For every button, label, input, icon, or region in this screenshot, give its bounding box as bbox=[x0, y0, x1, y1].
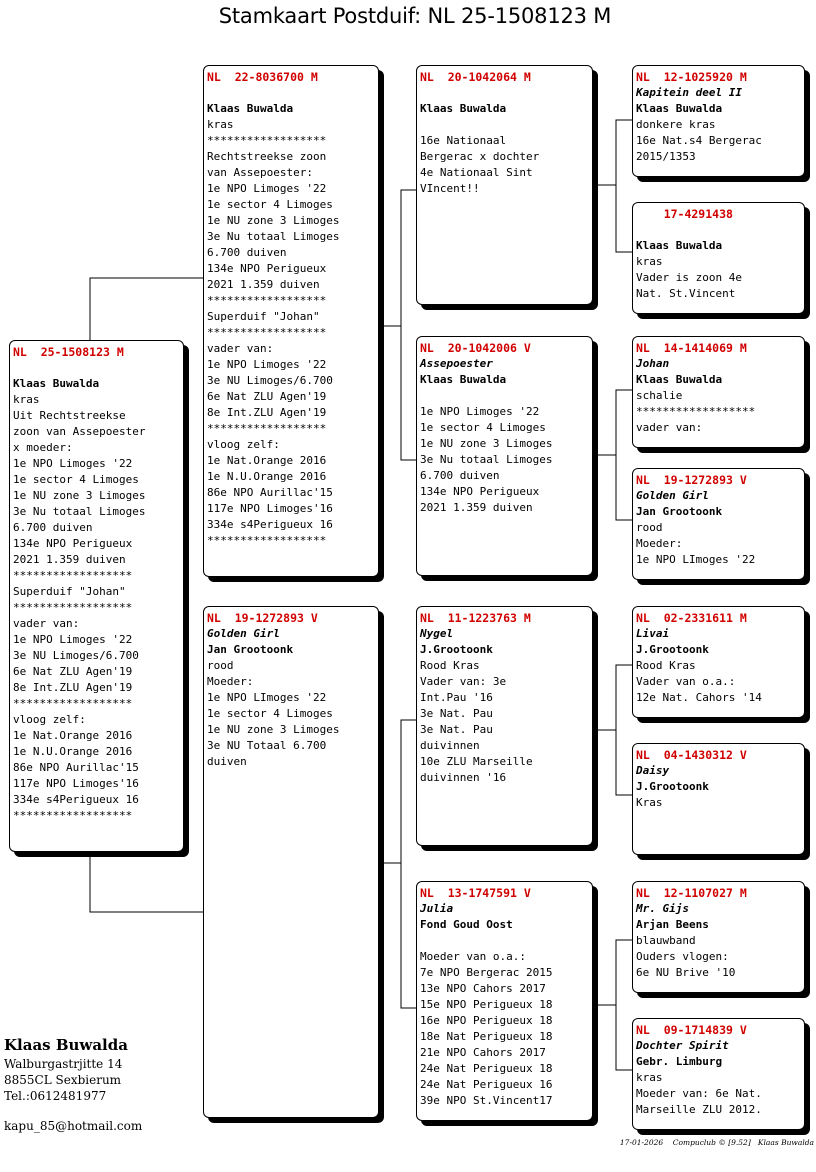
pigeon-info-line: 134e NPO Perigueux bbox=[13, 537, 133, 550]
pigeon-info-line: x moeder: bbox=[13, 441, 73, 454]
pigeon-card-mmf bbox=[632, 881, 805, 993]
pigeon-owner: J.Grootoonk bbox=[420, 643, 493, 656]
pigeon-info-line: ****************** bbox=[636, 405, 756, 418]
pigeon-info-line: 86e NPO Aurillac'15 bbox=[13, 761, 139, 774]
pigeon-info-line: 1e NPO Limoges '22 bbox=[420, 405, 540, 418]
pigeon-owner: Klaas Buwalda bbox=[420, 102, 507, 115]
pigeon-card-fff bbox=[632, 65, 805, 177]
pigeon-card-fmm bbox=[632, 468, 805, 580]
pigeon-info-line: 18e Nat Perigueux 18 bbox=[420, 1030, 553, 1043]
pigeon-card-ffm bbox=[632, 202, 805, 314]
pigeon-owner: J.Grootoonk bbox=[636, 780, 709, 793]
pigeon-info-line: ****************** bbox=[13, 809, 133, 822]
pigeon-info-line: Bergerac x dochter bbox=[420, 150, 540, 163]
pigeon-info-line: 1e NPO Limoges '22 bbox=[13, 457, 133, 470]
pigeon-info-line: ****************** bbox=[13, 697, 133, 710]
pigeon-info-line: 6.700 duiven bbox=[207, 246, 287, 259]
ring-number: NL 11-1223763 M bbox=[420, 611, 531, 625]
pigeon-info-line: 16e Nat.s4 Bergerac bbox=[636, 134, 762, 147]
pigeon-info-line: ****************** bbox=[207, 326, 327, 339]
ring-number: NL 14-1414069 M bbox=[636, 341, 747, 355]
pigeon-card-mff bbox=[632, 606, 805, 718]
pigeon-owner: Fond Goud Oost bbox=[420, 918, 513, 931]
pigeon-info-line: 1e sector 4 Limoges bbox=[420, 421, 546, 434]
pigeon-info-line: Vader van o.a.: bbox=[636, 675, 736, 688]
pigeon-info-line: donkere kras bbox=[636, 118, 716, 131]
pigeon-info-line: 134e NPO Perigueux bbox=[207, 262, 327, 275]
spacer bbox=[13, 360, 183, 376]
pigeon-owner: Klaas Buwalda bbox=[636, 239, 723, 252]
pigeon-info-line: van Assepoester: bbox=[207, 166, 313, 179]
pigeon-info-line: VIncent!! bbox=[420, 182, 480, 195]
pigeon-info-line: 86e NPO Aurillac'15 bbox=[207, 486, 333, 499]
pigeon-info-line: 24e Nat Perigueux 16 bbox=[420, 1078, 553, 1091]
breeder-email: kapu_85@hotmail.com bbox=[4, 1119, 143, 1133]
pigeon-info-line: 334e s4Perigueux 16 bbox=[13, 793, 139, 806]
pigeon-card-mm bbox=[416, 881, 593, 1121]
pigeon-name: Golden Girl bbox=[636, 489, 709, 502]
pigeon-info-line: duivinnen '16 bbox=[420, 771, 507, 784]
pigeon-info-line: 1e NU zone 3 Limoges bbox=[13, 489, 146, 502]
pigeon-info-line bbox=[420, 117, 592, 133]
pigeon-info-line: 1e NPO LImoges '22 bbox=[207, 691, 327, 704]
pigeon-info-line: Moeder: bbox=[636, 537, 683, 550]
ring-number: NL 19-1272893 V bbox=[636, 473, 747, 487]
pigeon-owner: J.Grootoonk bbox=[636, 643, 709, 656]
pigeon-owner: Gebr. Limburg bbox=[636, 1055, 723, 1068]
pigeon-info-line: 10e ZLU Marseille bbox=[420, 755, 533, 768]
pigeon-info-line: duiven bbox=[207, 755, 247, 768]
pigeon-info-line: 6.700 duiven bbox=[13, 521, 93, 534]
pigeon-name: Daisy bbox=[636, 764, 670, 777]
pigeon-info-line: 8e Int.ZLU Agen'19 bbox=[13, 681, 133, 694]
pigeon-owner: Klaas Buwalda bbox=[636, 373, 723, 386]
pigeon-name: Assepoester bbox=[420, 357, 493, 370]
ring-number: 17-4291438 bbox=[636, 207, 733, 221]
pigeon-info-line: Marseille ZLU 2012. bbox=[636, 1103, 762, 1116]
connector-subject-father bbox=[90, 278, 204, 340]
connector-father-grandparents bbox=[401, 190, 417, 460]
pigeon-info-line: 6.700 duiven bbox=[420, 469, 500, 482]
connector-mm-parents bbox=[616, 940, 633, 1070]
pigeon-info-line: 7e NPO Bergerac 2015 bbox=[420, 966, 553, 979]
pigeon-card-ff bbox=[416, 65, 593, 305]
pigeon-info-line: 15e NPO Perigueux 18 bbox=[420, 998, 553, 1011]
pigeon-info-line: rood bbox=[636, 521, 663, 534]
pigeon-info-line: 1e Nat.Orange 2016 bbox=[13, 729, 133, 742]
pigeon-info-line: Superduif "Johan" bbox=[207, 310, 320, 323]
connector-ff-parents bbox=[616, 120, 633, 252]
pigeon-card-mf bbox=[416, 606, 593, 846]
pigeon-info-line: ****************** bbox=[13, 601, 133, 614]
pigeon-info-line: zoon van Assepoester bbox=[13, 425, 146, 438]
pigeon-info-line: 1e sector 4 Limoges bbox=[13, 473, 139, 486]
pigeon-info-line: 3e Nat. Pau bbox=[420, 723, 493, 736]
connector-fm-parents bbox=[616, 390, 633, 520]
pigeon-info-line: 3e Nu totaal Limoges bbox=[420, 453, 553, 466]
pigeon-info-line: ****************** bbox=[207, 294, 327, 307]
pigeon-owner: Arjan Beens bbox=[636, 918, 709, 931]
pigeon-info-line: Rood Kras bbox=[420, 659, 480, 672]
pigeon-card-mother bbox=[203, 606, 379, 1118]
pigeon-info-line: 21e NPO Cahors 2017 bbox=[420, 1046, 546, 1059]
pigeon-info-line: 16e Nationaal bbox=[420, 134, 507, 147]
pigeon-info-line: 16e NPO Perigueux 18 bbox=[420, 1014, 553, 1027]
pigeon-info-line: 1e NU zone 3 Limoges bbox=[207, 214, 340, 227]
pigeon-info-line: Nat. St.Vincent bbox=[636, 287, 736, 300]
breeder-phone: Tel.:0612481977 bbox=[4, 1089, 107, 1103]
pigeon-info-line: Vader is zoon 4e bbox=[636, 271, 742, 284]
pigeon-info-line: Ouders vlogen: bbox=[636, 950, 729, 963]
ring-number: NL 04-1430312 V bbox=[636, 748, 747, 762]
pigeon-info-line: 134e NPO Perigueux bbox=[420, 485, 540, 498]
pigeon-info-line: 3e Nu totaal Limoges bbox=[207, 230, 340, 243]
footer-stamp bbox=[620, 1138, 814, 1147]
pigeon-info-line: kras bbox=[636, 255, 663, 268]
connector-subject-mother bbox=[90, 852, 204, 912]
pigeon-info-line: 2021 1.359 duiven bbox=[13, 553, 126, 566]
ring-number: NL 09-1714839 V bbox=[636, 1023, 747, 1037]
pigeon-info-line: 1e sector 4 Limoges bbox=[207, 198, 333, 211]
footer-date: 17-01-2026 bbox=[619, 1138, 664, 1147]
pigeon-info-line: 8e Int.ZLU Agen'19 bbox=[207, 406, 327, 419]
pigeon-owner: Klaas Buwalda bbox=[13, 377, 100, 390]
connector-mf-parents bbox=[616, 665, 633, 795]
pigeon-owner: Klaas Buwalda bbox=[420, 373, 507, 386]
pigeon-name: Golden Girl bbox=[207, 627, 280, 640]
pigeon-card-father bbox=[203, 65, 379, 577]
pigeon-info-line: vloog zelf: bbox=[13, 713, 86, 726]
pigeon-card-fmf bbox=[632, 336, 805, 448]
pigeon-info-line: kras bbox=[13, 393, 40, 406]
pigeon-name: Mr. Gijs bbox=[636, 902, 689, 915]
pigeon-info-line bbox=[420, 388, 592, 404]
pigeon-info-line: 12e Nat. Cahors '14 bbox=[636, 691, 762, 704]
pigeon-info-line: 3e Nat. Pau bbox=[420, 707, 493, 720]
pigeon-owner: Jan Grootoonk bbox=[207, 643, 294, 656]
ring-number: NL 20-1042064 M bbox=[420, 70, 531, 84]
pigeon-card-mfm bbox=[632, 743, 805, 855]
pigeon-info-line: 24e Nat Perigueux 18 bbox=[420, 1062, 553, 1075]
pigeon-info-line: 1e NPO Limoges '22 bbox=[207, 358, 327, 371]
pigeon-info-line: 6e Nat ZLU Agen'19 bbox=[13, 665, 133, 678]
footer-user: Klaas Buwalda bbox=[757, 1138, 814, 1147]
pigeon-name: Johan bbox=[636, 357, 670, 370]
pigeon-card-mmm bbox=[632, 1018, 805, 1130]
ring-number: NL 19-1272893 V bbox=[207, 611, 318, 625]
pigeon-info-line: 1e NPO Limoges '22 bbox=[13, 633, 133, 646]
ring-number: NL 12-1107027 M bbox=[636, 886, 747, 900]
pigeon-info-line: 117e NPO Limoges'16 bbox=[13, 777, 139, 790]
pigeon-info-line: Vader van: 3e bbox=[420, 675, 507, 688]
ring-number: NL 22-8036700 M bbox=[207, 70, 318, 84]
pigeon-info-line: ****************** bbox=[13, 569, 133, 582]
pigeon-info-line: 3e NU Limoges/6.700 bbox=[207, 374, 333, 387]
ring-number: NL 12-1025920 M bbox=[636, 70, 747, 84]
pigeon-info-line: ****************** bbox=[207, 534, 327, 547]
ring-number: NL 25-1508123 M bbox=[13, 345, 124, 359]
pigeon-info-line: 39e NPO St.Vincent17 bbox=[420, 1094, 553, 1107]
pigeon-info-line: schalie bbox=[636, 389, 683, 402]
pigeon-info-line: vader van: bbox=[207, 342, 274, 355]
pigeon-info-line: Int.Pau '16 bbox=[420, 691, 493, 704]
pigeon-info-line: Superduif "Johan" bbox=[13, 585, 126, 598]
ring-number: NL 02-2331611 M bbox=[636, 611, 747, 625]
pigeon-name: Julia bbox=[420, 902, 454, 915]
pigeon-info-line: 2021 1.359 duiven bbox=[420, 501, 533, 514]
pigeon-info-line: 1e N.U.Orange 2016 bbox=[13, 745, 133, 758]
pigeon-owner: Klaas Buwalda bbox=[636, 102, 723, 115]
breeder-street: Walburgastrjitte 14 bbox=[4, 1057, 123, 1071]
pigeon-info-line: Moeder van: 6e Nat. bbox=[636, 1087, 762, 1100]
breeder-city: 8855CL Sexbierum bbox=[4, 1073, 122, 1087]
pigeon-info-line: 2021 1.359 duiven bbox=[207, 278, 320, 291]
pigeon-name: Nygel bbox=[420, 627, 454, 640]
pigeon-info-line: duivinnen bbox=[420, 739, 480, 752]
pigeon-card-fm bbox=[416, 336, 593, 576]
pigeon-info-line: vader van: bbox=[13, 617, 80, 630]
pigeon-info-line: kras bbox=[636, 1071, 663, 1084]
breeder-name: Klaas Buwalda bbox=[4, 1036, 128, 1054]
pigeon-info-line: ****************** bbox=[207, 422, 327, 435]
pigeon-info-line: 6e Nat ZLU Agen'19 bbox=[207, 390, 327, 403]
pigeon-info-line: ****************** bbox=[207, 134, 327, 147]
pigeon-info-line: 13e NPO Cahors 2017 bbox=[420, 982, 546, 995]
ring-number: NL 13-1747591 V bbox=[420, 886, 531, 900]
pigeon-info-line: Moeder van o.a.: bbox=[420, 950, 526, 963]
pigeon-info-line: 3e NU Totaal 6.700 bbox=[207, 739, 327, 752]
pigeon-info-line: rood bbox=[207, 659, 234, 672]
pigeon-info-line: 2015/1353 bbox=[636, 150, 696, 163]
pigeon-info-line: Rechtstreekse zoon bbox=[207, 150, 327, 163]
pigeon-info-line: 1e NU zone 3 Limoges bbox=[420, 437, 553, 450]
pigeon-info-line: blauwband bbox=[636, 934, 696, 947]
pigeon-name: Livai bbox=[636, 627, 670, 640]
pigeon-info-line: Moeder: bbox=[207, 675, 254, 688]
spacer bbox=[636, 222, 804, 238]
pigeon-info-line: 1e NPO Limoges '22 bbox=[207, 182, 327, 195]
pigeon-info-line: 6e NU Brive '10 bbox=[636, 966, 736, 979]
pigeon-info-line: 1e NPO LImoges '22 bbox=[636, 553, 756, 566]
pigeon-info-line: 1e Nat.Orange 2016 bbox=[207, 454, 327, 467]
pigeon-info-line: vader van: bbox=[636, 421, 703, 434]
pigeon-info-line: Uit Rechtstreekse bbox=[13, 409, 126, 422]
pigeon-info-line: Kras bbox=[636, 796, 663, 809]
pigeon-card-subject bbox=[9, 340, 184, 852]
pigeon-info-line: 3e Nu totaal Limoges bbox=[13, 505, 146, 518]
pigeon-owner: Jan Grootoonk bbox=[636, 505, 723, 518]
pigeon-info-line: Rood Kras bbox=[636, 659, 696, 672]
pigeon-info-line: vloog zelf: bbox=[207, 438, 280, 451]
pigeon-info-line: 1e sector 4 Limoges bbox=[207, 707, 333, 720]
pigeon-info-line: 117e NPO Limoges'16 bbox=[207, 502, 333, 515]
pigeon-name: Dochter Spirit bbox=[636, 1039, 729, 1052]
pigeon-info-line bbox=[420, 933, 592, 949]
pigeon-info-line: 1e N.U.Orange 2016 bbox=[207, 470, 327, 483]
pigeon-info-line: kras bbox=[207, 118, 234, 131]
pigeon-info-line: 1e NU zone 3 Limoges bbox=[207, 723, 340, 736]
pigeon-info-line: 3e NU Limoges/6.700 bbox=[13, 649, 139, 662]
pigeon-name: Kapitein deel II bbox=[636, 86, 742, 99]
connector-mother-grandparents bbox=[401, 720, 417, 1008]
pigeon-info-line: 4e Nationaal Sint bbox=[420, 166, 533, 179]
spacer bbox=[420, 85, 592, 101]
breeder-info bbox=[4, 1034, 142, 1134]
pigeon-info-line: 334e s4Perigueux 16 bbox=[207, 518, 333, 531]
pigeon-owner: Klaas Buwalda bbox=[207, 102, 294, 115]
page-title: Stamkaart Postduif: NL 25-1508123 M bbox=[218, 4, 612, 28]
ring-number: NL 20-1042006 V bbox=[420, 341, 531, 355]
footer-software: Compuclub © [9.52] bbox=[672, 1138, 751, 1147]
spacer bbox=[207, 85, 378, 101]
